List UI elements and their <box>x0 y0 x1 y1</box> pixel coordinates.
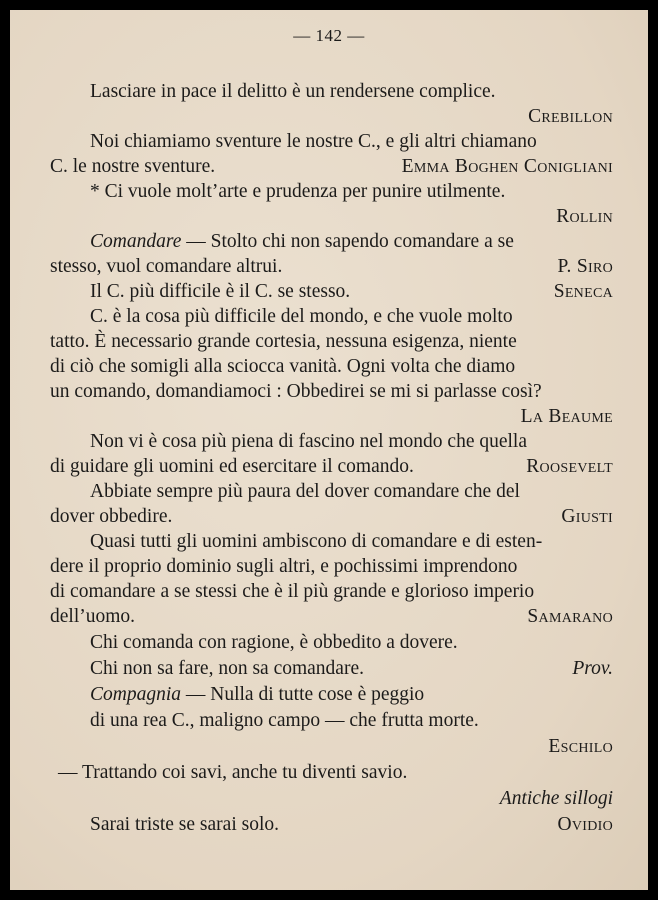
text-line-with-author <box>90 280 613 304</box>
text-line: Lasciare in pace il delitto è un rendersene complice. <box>90 81 496 102</box>
text-line-with-author <box>50 455 613 479</box>
text-fragment: di guidare gli uomini ed esercitare il comando. <box>50 456 414 477</box>
text-line-with-author <box>90 813 613 837</box>
text-line: di una rea C., maligno campo — che frutta morte. <box>90 710 479 731</box>
text-fragment: C. le nostre sventure. <box>50 156 216 177</box>
text-line: Quasi tutti gli uomini ambiscono di comandare e di esten- <box>90 531 543 552</box>
text-line: un comando, domandiamoci : Obbedirei se mi si parlasse così? <box>50 381 542 402</box>
text-line-with-author <box>50 605 613 629</box>
text-line-with-author <box>50 155 613 179</box>
text-line <box>90 683 613 707</box>
text-line: * Ci vuole molt’arte e prudenza per punire utilmente. <box>90 181 506 202</box>
text-fragment: Sarai triste se sarai solo. <box>90 814 279 835</box>
text-fragment: — Stolto chi non sapendo comandare a se <box>181 231 514 252</box>
author-attribution: Prov. <box>572 658 613 679</box>
author-attribution: Emma Boghen Conigliani <box>401 156 613 177</box>
text-fragment: dell’uomo. <box>50 606 136 627</box>
text-line <box>90 230 613 254</box>
text-line: Non vi è cosa più piena di fascino nel mondo che quella <box>90 431 527 452</box>
text-line-with-author <box>50 505 613 529</box>
author-attribution: Rollin <box>556 206 613 227</box>
section-heading: Comandare <box>90 231 182 252</box>
author-attribution: P. Siro <box>557 256 613 277</box>
text-line: di ciò che somigli alla sciocca vanità. Ogni volta che diamo <box>50 356 516 377</box>
text-line: tatto. È necessario grande cortesia, nessuna esigenza, niente <box>50 331 517 352</box>
author-attribution: Antiche sillogi <box>499 788 613 809</box>
text-line: — Trattando coi savi, anche tu diventi savio. <box>58 762 408 783</box>
text-fragment: dover obbedire. <box>50 506 173 527</box>
text-fragment: — Nulla di tutte cose è peggio <box>181 684 425 705</box>
book-page <box>10 10 648 890</box>
author-attribution: Eschilo <box>548 736 613 757</box>
text-fragment: Chi non sa fare, non sa comandare. <box>90 658 364 679</box>
text-line: C. è la cosa più difficile del mondo, e che vuole molto <box>90 306 513 327</box>
text-line: di comandare a se stessi che è il più grande e glorioso imperio <box>50 581 535 602</box>
text-line: Abbiate sempre più paura del dover comandare che del <box>90 481 520 502</box>
author-attribution: Samarano <box>527 606 613 627</box>
author-attribution: Roosevelt <box>526 456 613 477</box>
author-attribution: Ovidio <box>557 814 613 835</box>
author-attribution: Giusti <box>561 506 613 527</box>
section-heading: Compagnia <box>90 684 182 705</box>
author-attribution: La Beaume <box>520 406 613 427</box>
text-line: Noi chiamiamo sventure le nostre C., e gli altri chiamano <box>90 131 537 152</box>
text-line: Chi comanda con ragione, è obbedito a dovere. <box>90 632 458 653</box>
text-line-with-author <box>50 255 613 279</box>
text-fragment: Il C. più difficile è il C. se stesso. <box>90 281 351 302</box>
text-line: dere il proprio dominio sugli altri, e pochissimi imprendono <box>50 556 518 577</box>
page-number: — 142 — <box>293 26 365 45</box>
author-attribution: Seneca <box>553 281 613 302</box>
author-attribution: Crebillon <box>528 106 613 127</box>
text-fragment: stesso, vuol comandare altrui. <box>50 256 283 277</box>
text-line-with-author <box>90 657 613 681</box>
